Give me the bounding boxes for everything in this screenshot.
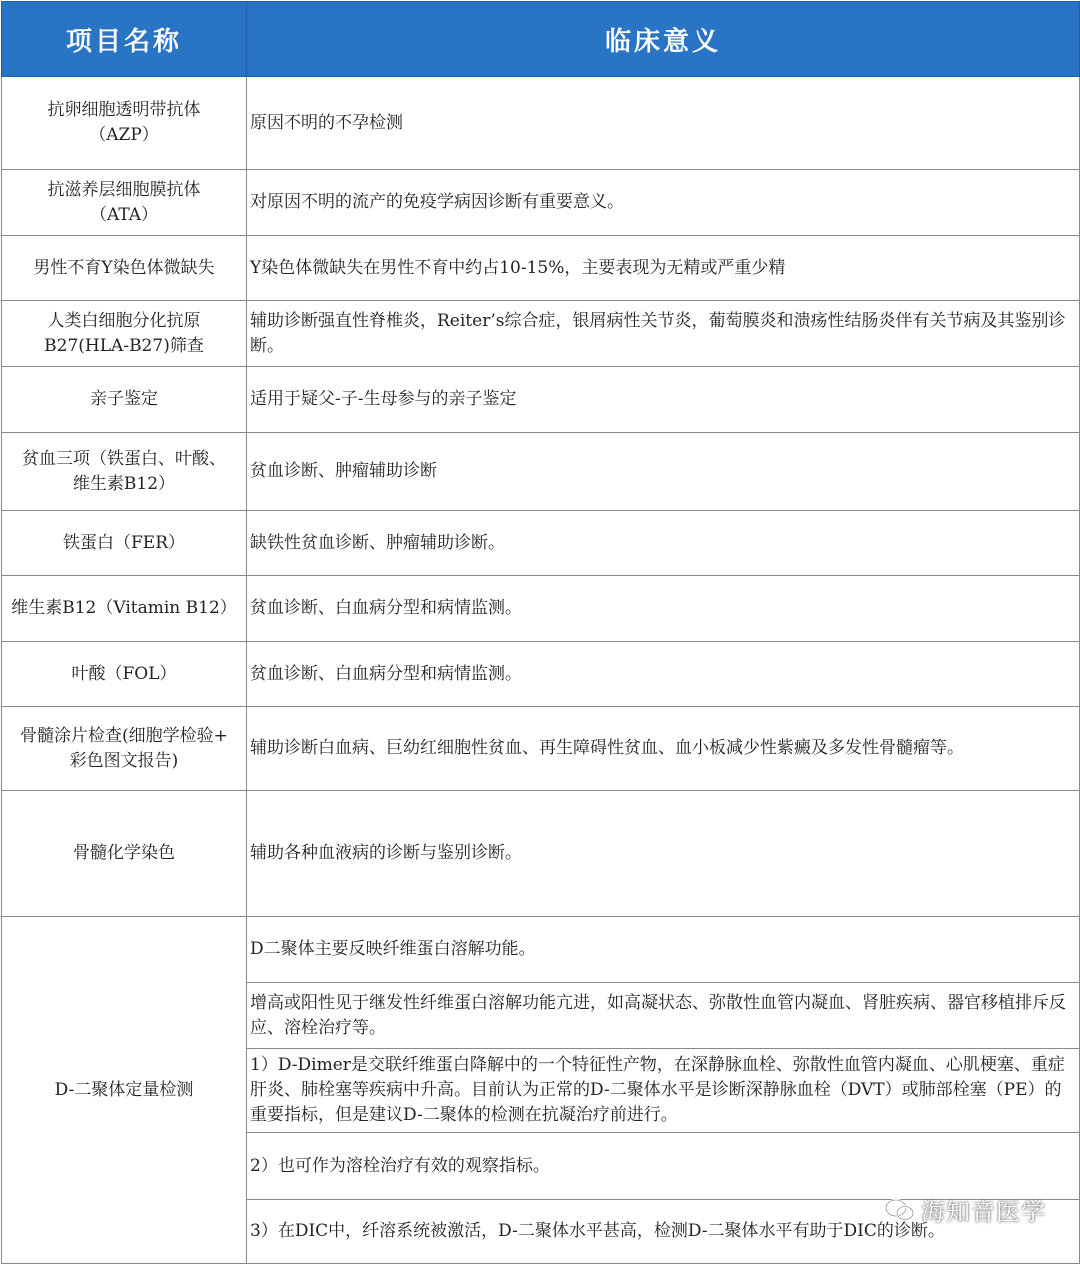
item-desc-cell: 适用于疑父-子-生母参与的亲子鉴定 xyxy=(247,367,1080,433)
ddimer-desc-cell: 2）也可作为溶栓治疗有效的观察指标。 xyxy=(247,1133,1080,1200)
item-name-line1: 贫血三项（铁蛋白、叶酸、 xyxy=(22,448,226,469)
item-name-line1: 亲子鉴定 xyxy=(90,389,158,409)
item-name-line2: 维生素B12） xyxy=(72,473,176,494)
table-row xyxy=(2,301,1080,367)
item-name-line2: （AZP） xyxy=(89,125,159,145)
wechat-icon xyxy=(885,1198,915,1222)
item-name-line2: （ATA） xyxy=(89,204,159,225)
item-desc-cell: Y染色体微缺失在男性不育中约占10-15%，主要表现为无精或严重少精 xyxy=(247,236,1080,301)
item-name-cell xyxy=(2,367,247,433)
item-name-cell xyxy=(2,642,247,707)
item-name-line1: 人类白细胞分化抗原 xyxy=(47,310,201,331)
table-row xyxy=(2,236,1080,301)
item-name-cell xyxy=(2,433,247,511)
table-row xyxy=(2,642,1080,707)
table-row xyxy=(2,917,1080,983)
ddimer-name-cell: D-二聚体定量检测 xyxy=(2,917,247,1264)
item-name-cell xyxy=(2,791,247,917)
item-name-line1: 骨髓涂片检查(细胞学检验+ xyxy=(20,725,228,746)
item-name-line2: 彩色图文报告) xyxy=(69,750,179,771)
table-row xyxy=(2,707,1080,791)
header-item-name: 项目名称 xyxy=(2,2,247,77)
ddimer-desc-cell: 增高或阳性见于继发性纤维蛋白溶解功能亢进，如高凝状态、弥散性血管内凝血、肾脏疾病、器官移植排斥反应、溶栓治疗等。 xyxy=(247,983,1080,1049)
item-name-cell xyxy=(2,77,247,170)
table-row xyxy=(2,433,1080,511)
item-desc-cell: 辅助各种血液病的诊断与鉴别诊断。 xyxy=(247,791,1080,917)
item-name-line1: 抗滋养层细胞膜抗体 xyxy=(47,179,201,200)
item-name-cell xyxy=(2,511,247,576)
watermark-text: 海知音医学 xyxy=(921,1198,1046,1226)
item-name-line1: 抗卵细胞透明带抗体 xyxy=(47,100,201,120)
item-name-line1: 骨髓化学染色 xyxy=(73,843,175,863)
ddimer-desc-cell: D二聚体主要反映纤维蛋白溶解功能。 xyxy=(247,917,1080,983)
item-desc-cell: 辅助诊断强直性脊椎炎，Reiter’s综合症，银屑病性关节炎，葡萄膜炎和溃疡性结肠炎伴有关节病及其鉴别诊断。 xyxy=(247,301,1080,367)
item-name-line2: B27(HLA-B27)筛查 xyxy=(44,335,204,356)
item-name-line1: 铁蛋白（FER） xyxy=(62,532,185,553)
table-row xyxy=(2,791,1080,917)
item-desc-cell: 贫血诊断、肿瘤辅助诊断 xyxy=(247,433,1080,511)
clinical-test-table xyxy=(1,1,1080,1264)
item-name-line1: 男性不育Y染色体微缺失 xyxy=(33,257,215,278)
table-row xyxy=(2,170,1080,236)
item-name-cell xyxy=(2,236,247,301)
item-name-cell xyxy=(2,576,247,642)
table-row xyxy=(2,367,1080,433)
item-desc-cell: 贫血诊断、白血病分型和病情监测。 xyxy=(247,642,1080,707)
ddimer-desc-cell: 3）在DIC中，纤溶系统被激活，D-二聚体水平甚高，检测D-二聚体水平有助于DIC的诊断。 xyxy=(247,1200,1080,1264)
item-name-line1: 叶酸（FOL） xyxy=(71,663,177,684)
table-row xyxy=(2,511,1080,576)
ddimer-desc-cell: 1）D-Dimer是交联纤维蛋白降解中的一个特征性产物，在深静脉血栓、弥散性血管内凝血、心肌梗塞、重症肝炎、肺栓塞等疾病中升高。目前认为正常的D-二聚体水平是诊断深静脉血栓（DVT）或肺部栓塞（PE）的重要指标，但是建议D-二聚体的检测在抗凝治疗前进行。 xyxy=(247,1049,1080,1133)
table-row xyxy=(2,576,1080,642)
item-desc-cell: 缺铁性贫血诊断、肿瘤辅助诊断。 xyxy=(247,511,1080,576)
table-header-row xyxy=(2,2,1080,77)
item-desc-cell: 辅助诊断白血病、巨幼红细胞性贫血、再生障碍性贫血、血小板减少性紫癜及多发性骨髓瘤等。 xyxy=(247,707,1080,791)
table-row xyxy=(2,77,1080,170)
item-name-cell xyxy=(2,170,247,236)
item-name-line1: 维生素B12（Vitamin B12） xyxy=(11,598,237,618)
item-desc-cell: 贫血诊断、白血病分型和病情监测。 xyxy=(247,576,1080,642)
item-name-cell xyxy=(2,707,247,791)
item-name-cell xyxy=(2,301,247,367)
header-clinical-significance: 临床意义 xyxy=(247,2,1080,77)
watermark xyxy=(885,1192,1046,1227)
item-desc-cell: 对原因不明的流产的免疫学病因诊断有重要意义。 xyxy=(247,170,1080,236)
item-desc-cell: 原因不明的不孕检测 xyxy=(247,77,1080,170)
